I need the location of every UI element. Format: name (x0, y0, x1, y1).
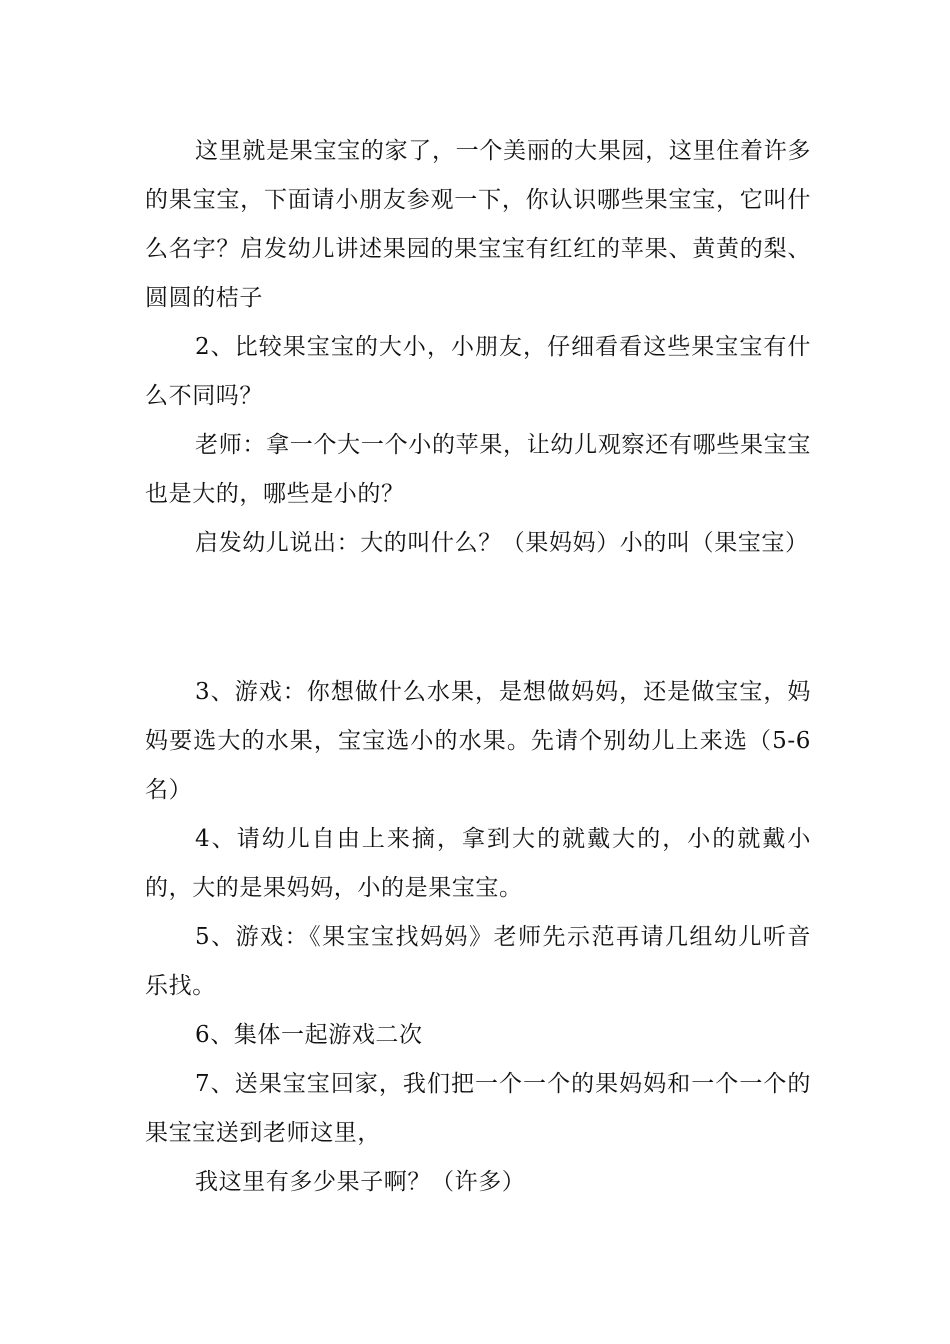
paragraph-send-home: 7、送果宝宝回家，我们把一个一个的果妈妈和一个一个的果宝宝送到老师这里， (145, 1071, 811, 1146)
paragraph-teacher-apples: 老师：拿一个大一个小的苹果，让幼儿观察还有哪些果宝宝也是大的，哪些是小的？ (145, 432, 811, 507)
paragraph-how-many: 我这里有多少果子啊？（许多） (195, 1169, 526, 1195)
paragraph-orchard-intro: 这里就是果宝宝的家了，一个美丽的大果园，这里住着许多的果宝宝，下面请小朋友参观一下，你认识哪些果宝宝，它叫什么名字？启发幼儿讲述果园的果宝宝有红红的苹果、黄黄的梨、圆圆的桔子 (145, 138, 811, 311)
paragraph-game-find-mom: 5、游戏：《果宝宝找妈妈》老师先示范再请几组幼儿听音乐找。 (145, 924, 811, 999)
paragraph-game-choose: 3、游戏：你想做什么水果，是想做妈妈，还是做宝宝，妈妈要选大的水果，宝宝选小的水果。先请个别幼儿上来选（5-6名） (145, 679, 811, 803)
document-body (145, 127, 811, 1207)
paragraph-compare-size: 2、比较果宝宝的大小，小朋友，仔细看看这些果宝宝有什么不同吗？ (145, 334, 811, 409)
blank-gap (145, 568, 811, 668)
paragraph-play-twice: 6、集体一起游戏二次 (195, 1022, 423, 1048)
paragraph-prompt-names: 启发幼儿说出：大的叫什么？（果妈妈）小的叫（果宝宝） (195, 530, 809, 556)
paragraph-pick-fruit: 4、请幼儿自由上来摘，拿到大的就戴大的，小的就戴小的，大的是果妈妈，小的是果宝宝。 (145, 826, 811, 901)
